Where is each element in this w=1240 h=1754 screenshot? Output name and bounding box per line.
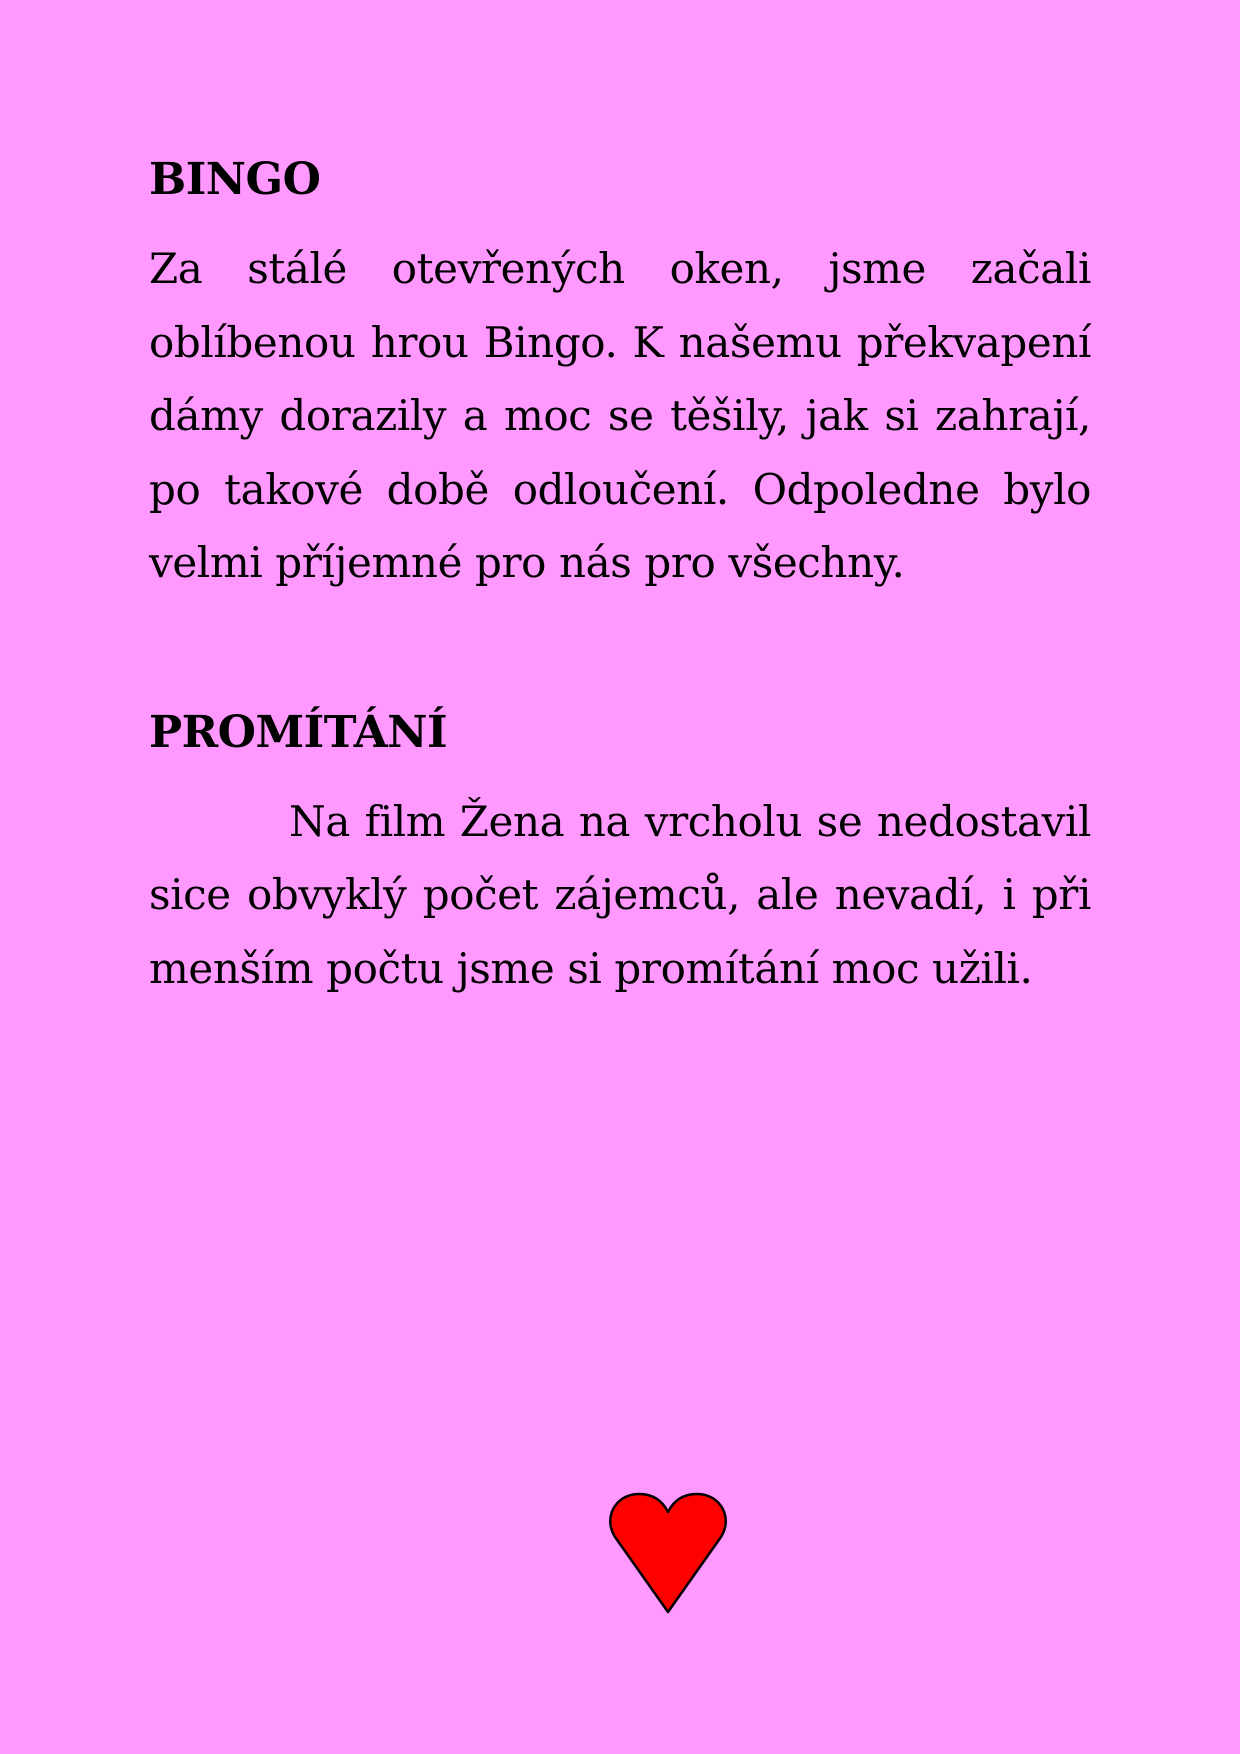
page-content	[149, 140, 1091, 1005]
section-heading-promitani: PROMÍTÁNÍ	[149, 706, 448, 758]
section-heading-bingo: BINGO	[149, 154, 321, 205]
section-paragraph-bingo: Za stálé otevřených oken, jsme začali oblíbenou hrou Bingo. K našemu překvapení dámy dorazily a moc se těšily, jak si zahrají, po takové době odloučení. Odpoledne bylo velmi příjemné pro nás pro všechny.	[149, 244, 1091, 587]
heart-shape	[610, 1494, 725, 1612]
heart-icon	[609, 1492, 727, 1615]
section-paragraph-promitani: Na film Žena na vrcholu se nedostavil sice obvyklý počet zájemců, ale nevadí, i při menším počtu jsme si promítání moc užili.	[149, 796, 1091, 993]
